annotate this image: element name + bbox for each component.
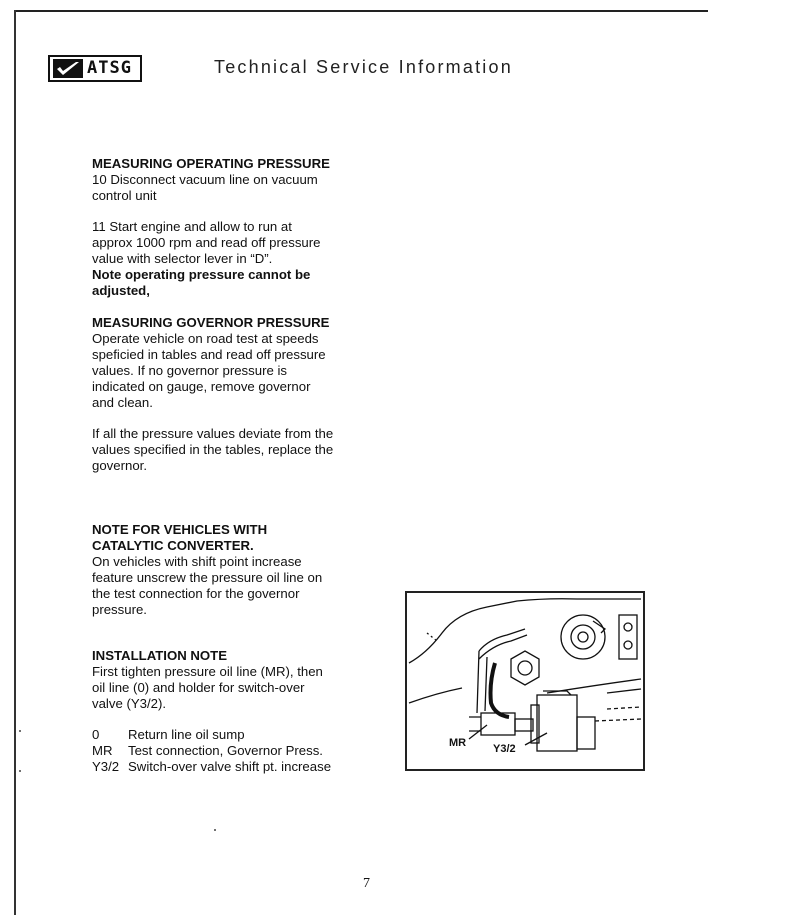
catalytic-line: feature unscrew the pressure oil line on — [92, 570, 323, 585]
governor-line: values specified in the tables, replace the — [92, 442, 334, 457]
installation-line: First tighten pressure oil line (MR), then — [92, 664, 323, 679]
step-11-line: 11 Start engine and allow to run at — [92, 219, 292, 234]
logo-text: ATSG — [87, 58, 132, 78]
top-rule — [14, 10, 708, 12]
legend-text: Return line oil sump — [128, 727, 245, 742]
catalytic-line: On vehicles with shift point increase — [92, 554, 302, 569]
atsg-logo — [48, 55, 142, 82]
governor-line: Operate vehicle on road test at speeds — [92, 331, 319, 346]
governor-line: governor. — [92, 458, 147, 473]
heading-installation: INSTALLATION NOTE — [92, 648, 228, 663]
legend-text: Test connection, Governor Press. — [128, 743, 323, 758]
governor-line: and clean. — [92, 395, 153, 410]
heading-catalytic: CATALYTIC CONVERTER. — [92, 538, 254, 553]
checkmark-icon — [53, 59, 83, 78]
scan-speck — [214, 829, 216, 831]
transmission-illustration — [405, 591, 645, 771]
step-11-line: value with selector lever in “D”. — [92, 251, 273, 266]
label-mr: MR — [449, 737, 467, 749]
heading-operating-pressure: MEASURING OPERATING PRESSURE — [92, 156, 330, 171]
governor-line: indicated on gauge, remove governor — [92, 379, 311, 394]
legend-row — [92, 727, 354, 743]
legend-text: Switch-over valve shift pt. increase — [128, 759, 332, 774]
legend-row — [92, 759, 354, 775]
step-11-line: approx 1000 rpm and read off pressure — [92, 235, 321, 250]
text-column — [92, 156, 354, 775]
header-title: Technical Service Information — [214, 57, 513, 77]
transmission-drawing — [407, 593, 643, 769]
note-line: adjusted, — [92, 283, 150, 298]
governor-line: values. If no governor pressure is — [92, 363, 287, 378]
catalytic-line: the test connection for the governor — [92, 586, 300, 601]
installation-line: oil line (0) and holder for switch-over — [92, 680, 305, 695]
legend-key: MR — [92, 743, 113, 758]
note-line: Note operating pressure cannot be — [92, 267, 311, 282]
page-number: 7 — [363, 876, 370, 891]
step-10-line: 10 Disconnect vacuum line on vacuum — [92, 172, 318, 187]
label-y32: Y3/2 — [493, 743, 516, 755]
installation-line: valve (Y3/2). — [92, 696, 167, 711]
legend-key: Y3/2 — [92, 759, 120, 774]
legend-row — [92, 743, 354, 759]
step-10-line: control unit — [92, 188, 157, 203]
heading-catalytic: NOTE FOR VEHICLES WITH — [92, 522, 268, 537]
catalytic-line: pressure. — [92, 602, 147, 617]
legend-key: 0 — [92, 727, 100, 742]
left-rule — [14, 10, 16, 915]
governor-line: speficied in tables and read off pressure — [92, 347, 326, 362]
scan-speck — [19, 770, 21, 772]
scan-speck — [19, 730, 21, 732]
governor-line: If all the pressure values deviate from the — [92, 426, 334, 441]
heading-governor-pressure: MEASURING GOVERNOR PRESSURE — [92, 315, 330, 330]
